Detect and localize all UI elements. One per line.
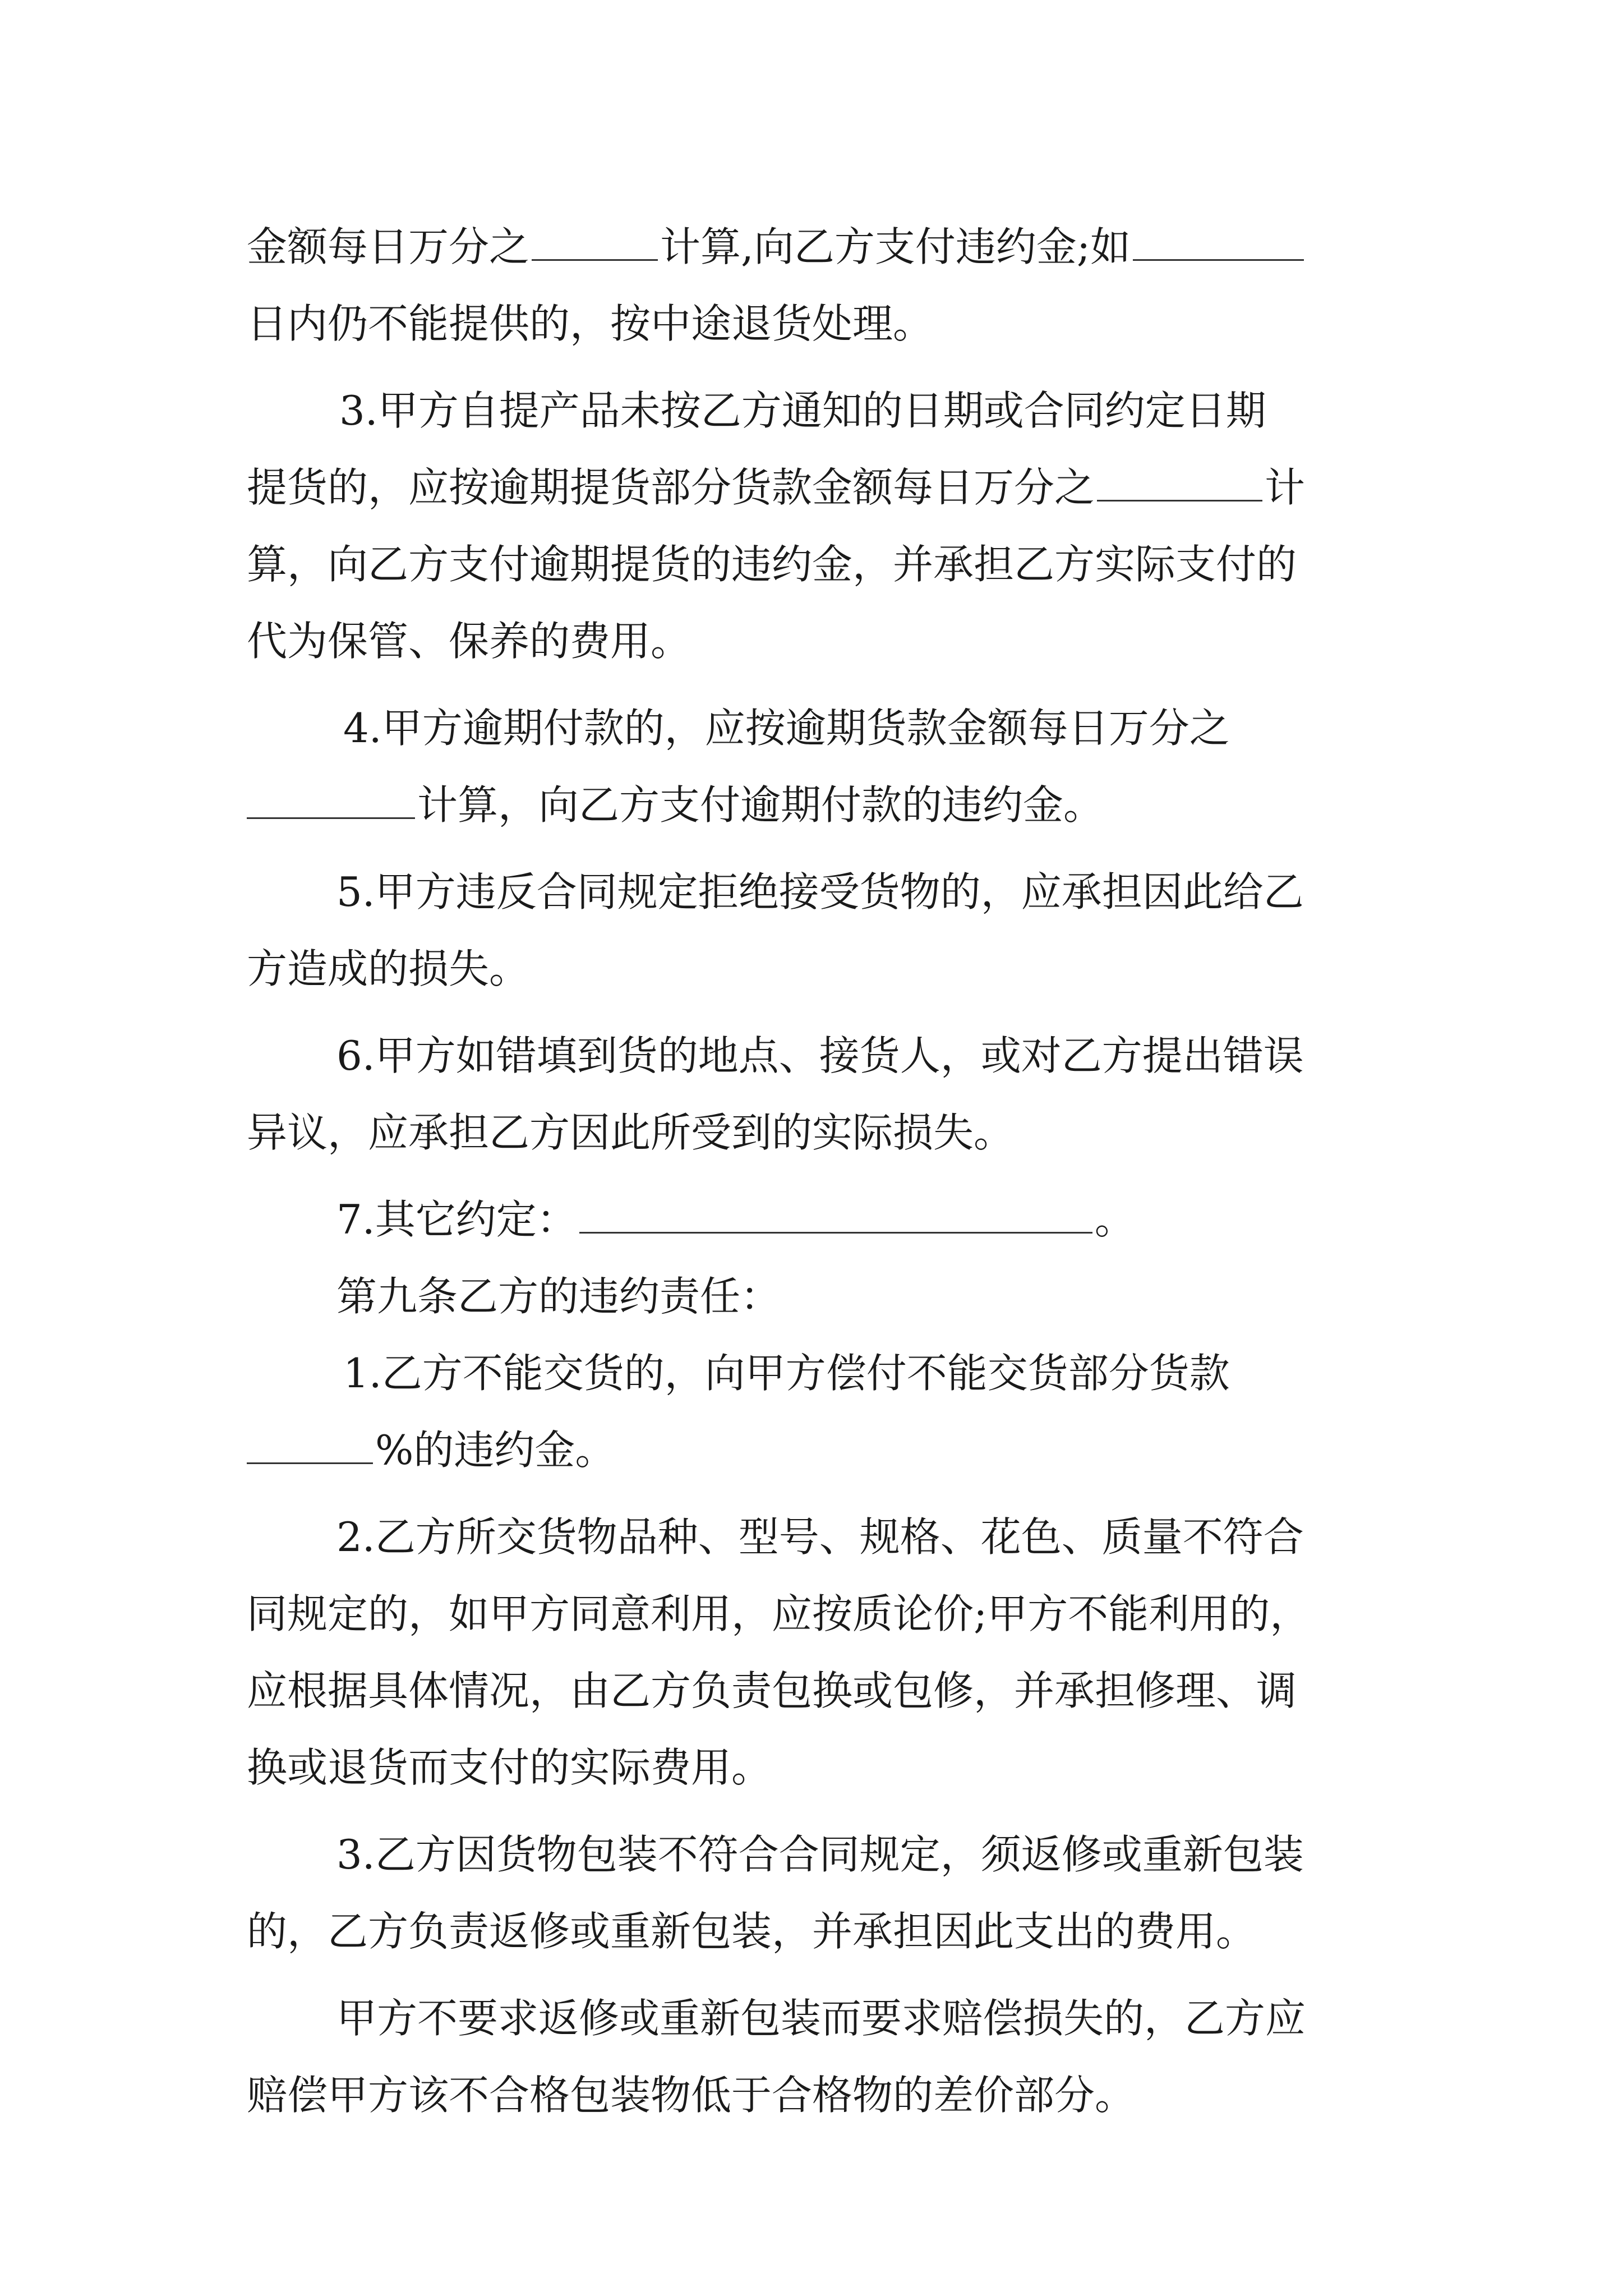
section-heading [247,1258,1385,1335]
text-line [247,449,1385,526]
text-line [247,1816,1385,1893]
text-line [247,1094,1385,1171]
text-line [247,1729,1385,1806]
text-line [247,854,1385,931]
text-line [247,1335,1385,1412]
text-segment: 。 [1094,1196,1135,1243]
text-segment: 日内仍不能提供的，按中途退货处理。 [247,300,934,347]
text-line [247,526,1385,603]
text-segment: 赔偿甲方该不合格包装物低于合格物的差价部分。 [247,2072,1136,2119]
text-line [247,1653,1385,1729]
text-segment: 4.甲方逾期付款的，应按逾期货款金额每日万分之 [343,705,1230,752]
text-segment: 的，乙方负责返修或重新包装，并承担因此支出的费用。 [247,1908,1257,1955]
text-segment: 5.甲方违反合同规定拒绝接受货物的，应承担因此给乙 [336,868,1304,915]
text-line [247,2057,1385,2134]
text-segment: 代为保管、保养的费用。 [247,618,691,665]
text-segment: 方造成的损失。 [247,945,530,992]
text-line [247,1412,1385,1489]
text-segment: 同规定的，如甲方同意利用，应按质论价;甲方不能利用的， [247,1590,1311,1637]
text-line [247,209,1385,286]
fill-in-blank[interactable] [579,1198,1092,1234]
text-line [247,603,1385,680]
text-line [247,1893,1385,1970]
text-segment: 计算，向乙方支付逾期付款的违约金。 [417,781,1104,829]
text-segment: 提货的，应按逾期提货部分货款金额每日万分之 [247,464,1095,511]
text-segment: 异议，应承担乙方因此所受到的实际损失。 [247,1109,1015,1156]
text-line [247,286,1385,362]
fill-in-blank[interactable] [532,226,658,261]
text-line [247,690,1385,767]
text-segment: 换或退货而支付的实际费用。 [247,1744,772,1791]
text-segment: 第九条乙方的违约责任： [336,1273,781,1320]
text-line [247,1576,1385,1653]
text-segment: 算，向乙方支付逾期提货的违约金，并承担乙方实际支付的 [247,541,1297,588]
text-segment: 6.甲方如错填到货的地点、接货人，或对乙方提出错误 [336,1032,1304,1079]
text-line [247,1980,1385,2057]
text-segment: %的违约金。 [375,1427,616,1474]
fill-in-blank[interactable] [1097,466,1262,501]
text-segment: 甲方不要求返修或重新包装而要求赔偿损失的，乙方应 [336,1995,1306,2042]
text-line [247,1018,1385,1094]
fill-in-blank[interactable] [247,784,415,819]
text-segment: 3.甲方自提产品未按乙方通知的日期或合同约定日期 [339,387,1266,434]
text-segment: 应根据具体情况，由乙方负责包换或包修，并承担修理、调 [247,1667,1297,1714]
text-line [247,1181,1385,1258]
contract-body [247,209,1385,2134]
text-line [247,931,1385,1007]
text-segment: 3.乙方因货物包装不符合合同规定，须返修或重新包装 [336,1831,1304,1878]
fill-in-blank[interactable] [247,1429,373,1464]
text-segment: 金额每日万分之 [247,223,530,270]
text-segment: 7.其它约定： [336,1196,577,1243]
text-line [247,1499,1385,1576]
text-line [247,372,1385,449]
text-segment: 计算,向乙方支付违约金;如 [660,223,1131,270]
text-segment: 1.乙方不能交货的，向甲方偿付不能交货部分货款 [343,1350,1230,1397]
text-segment: 计 [1265,464,1306,511]
text-line [247,767,1385,844]
text-segment: 2.乙方所交货物品种、型号、规格、花色、质量不符合 [336,1513,1304,1561]
fill-in-blank[interactable] [1133,226,1304,261]
